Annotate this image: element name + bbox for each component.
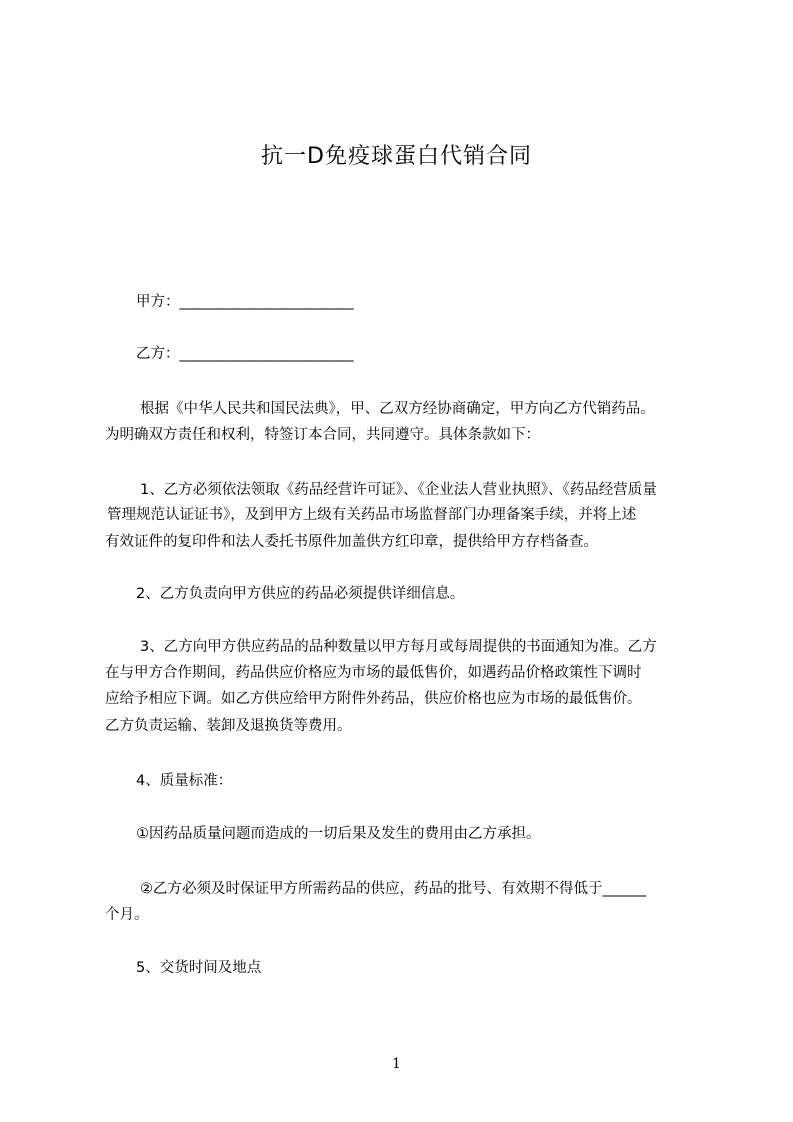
party-a-line: 甲方：________________________ (136, 294, 354, 310)
clause4-heading: 4、质量标准： (136, 773, 233, 789)
clause5-line: 5、交货时间及地点 (136, 960, 262, 976)
clause2-line: 2、乙方负责向甲方供应的药品必须提供详细信息。 (136, 586, 465, 602)
clause1-line-2: 管理规范认证证书》，及到甲方上级有关药品市场监督部门办理备案手续，并将上述 (107, 507, 637, 523)
clause3-line-4: 乙方负责运输、装卸及退换货等费用。 (105, 718, 352, 734)
clause1-line-1: 1、乙方必须依法领取《药品经营许可证》、《企业法人营业执照》、《药品经营质量 (140, 482, 657, 498)
clause4-item2-line-2: 个月。 (105, 907, 149, 923)
clause4-item2-line-1: ②乙方必须及时保证甲方所需药品的供应，药品的批号、有效期不得低于______ (140, 881, 646, 897)
clause3-line-2: 在与甲方合作期间，药品供应价格应为市场的最低售价，如遇药品价格政策性下调时 (105, 665, 642, 681)
clause3-line-1: 3、乙方向甲方供应药品的品种数量以甲方每月或每周提供的书面通知为准。乙方 (140, 639, 657, 655)
intro-line-2: 为明确双方责任和权利，特签订本合同，共同遵守。具体条款如下： (105, 427, 540, 443)
party-b-line: 乙方：________________________ (136, 346, 354, 362)
document-title: 抗一D免疫球蛋白代销合同 (261, 144, 532, 169)
intro-line-1: 根据《中华人民共和国民法典》，甲、乙双方经协商确定，甲方向乙方代销药品。 (140, 401, 655, 417)
page-number: 1 (392, 1056, 401, 1072)
clause4-item1: ①因药品质量问题而造成的一切后果及发生的费用由乙方承担。 (136, 826, 541, 842)
clause1-line-3: 有效证件的复印件和法人委托书原件加盖供方红印章，提供给甲方存档备查。 (105, 534, 598, 550)
clause3-line-3: 应给予相应下调。如乙方供应给甲方附件外药品，供应价格也应为市场的最低售价。 (105, 691, 642, 707)
